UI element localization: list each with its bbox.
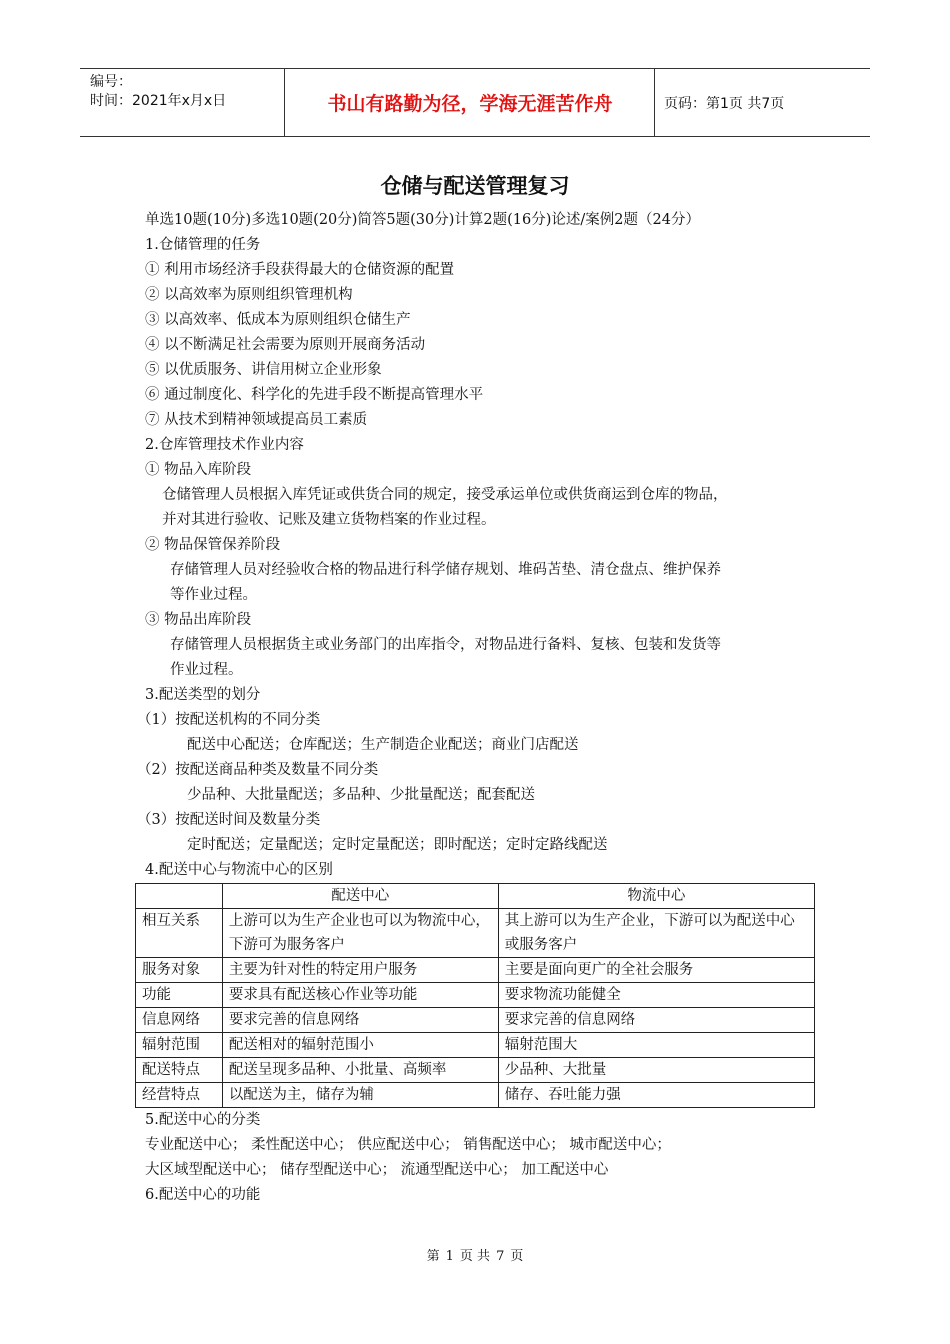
text-line: ② 以高效率为原则组织管理机构 [145, 287, 353, 303]
text-line: （1）按配送机构的不同分类 [137, 712, 321, 728]
table-cell-label: 相互关系 [136, 909, 223, 958]
text-line: 6.配送中心的功能 [145, 1187, 261, 1203]
table-cell-label: 服务对象 [136, 958, 223, 983]
text-line: ④ 以不断满足社会需要为原则开展商务活动 [145, 337, 426, 353]
text-line: 定时配送；定量配送；定时定量配送；即时配送；定时定路线配送 [187, 837, 608, 853]
text-line: 作业过程。 [170, 662, 243, 678]
footer-mid: 页 共 [459, 1249, 491, 1264]
table-cell-label: 信息网络 [136, 1008, 223, 1033]
text-line: 存储管理人员对经验收合格的物品进行科学储存规划、堆码苫垫、清仓盘点、维护保养 [170, 562, 721, 578]
table-row [136, 1083, 815, 1108]
text-line: （2）按配送商品种类及数量不同分类 [137, 762, 379, 778]
table-cell-dc: 要求完善的信息网络 [222, 1008, 498, 1033]
table-cell-lc: 储存、吞吐能力强 [498, 1083, 814, 1108]
text-line: ① 物品入库阶段 [145, 462, 252, 478]
text-line: 1.仓储管理的任务 [145, 237, 261, 253]
table-cell-label: 配送特点 [136, 1058, 223, 1083]
table-cell-lc: 要求物流功能健全 [498, 983, 814, 1008]
table-cell-dc: 配送相对的辐射范围小 [222, 1033, 498, 1058]
table-cell-lc: 辐射范围大 [498, 1033, 814, 1058]
page-footer [0, 1245, 950, 1264]
header-meta [90, 73, 226, 111]
table-cell-label: 辐射范围 [136, 1033, 223, 1058]
text-line: 大区域型配送中心； 储存型配送中心； 流通型配送中心； 加工配送中心 [145, 1162, 609, 1178]
document-body [137, 208, 825, 1208]
table-cell-label: 经营特点 [136, 1083, 223, 1108]
table-cell-dc: 主要为针对性的特定用户服务 [222, 958, 498, 983]
table-cell-lc: 少品种、大批量 [498, 1058, 814, 1083]
text-line: ⑤ 以优质服务、讲信用树立企业形象 [145, 362, 382, 378]
text-line: 存储管理人员根据货主或业务部门的出库指令，对物品进行备料、复核、包装和发货等 [170, 637, 721, 653]
table-row [136, 983, 815, 1008]
text-line: 单选10题(10分)多选10题(20分)简答5题(30分)计算2题(16分)论述/案例2题（24分） [145, 212, 700, 228]
number-label: 编号： [90, 74, 132, 90]
text-line: 并对其进行验收、记账及建立货物档案的作业过程。 [162, 512, 496, 528]
table-row [136, 909, 815, 958]
table-body [136, 909, 815, 1108]
table-row [136, 958, 815, 983]
page-title: 仓储与配送管理复习 [380, 174, 570, 198]
text-line: 仓储管理人员根据入库凭证或供货合同的规定，接受承运单位或供货商运到仓库的物品， [162, 487, 728, 503]
table-cell-dc: 配送呈现多品种、小批量、高频率 [222, 1058, 498, 1083]
text-line: ③ 以高效率、低成本为原则组织仓储生产 [145, 312, 411, 328]
text-line: （3）按配送时间及数量分类 [137, 812, 321, 828]
footer-page-num: 1 [445, 1249, 454, 1264]
text-line: 配送中心配送；仓库配送；生产制造企业配送；商业门店配送 [187, 737, 579, 753]
table-cell-dc: 以配送为主，储存为辅 [222, 1083, 498, 1108]
table-cell-lc: 主要是面向更广的全社会服务 [498, 958, 814, 983]
table-cell-label: 功能 [136, 983, 223, 1008]
table-row [136, 1008, 815, 1033]
table-header-cell: 配送中心 [222, 884, 498, 909]
text-line: 专业配送中心； 柔性配送中心； 供应配送中心； 销售配送中心； 城市配送中心； [145, 1137, 671, 1153]
text-lines [137, 208, 825, 883]
table-header-cell [136, 884, 223, 909]
text-line: ⑥ 通过制度化、科学化的先进手段不断提高管理水平 [145, 387, 484, 403]
text-line: ⑦ 从技术到精神领域提高员工素质 [145, 412, 368, 428]
text-line: 3.配送类型的划分 [145, 687, 261, 703]
table-cell-lc: 要求完善的信息网络 [498, 1008, 814, 1033]
text-line: ③ 物品出库阶段 [145, 612, 252, 628]
header-motto: 书山有路勤为径，学海无涯苦作舟 [327, 93, 613, 115]
comparison-table [135, 883, 815, 1108]
table-row [136, 1058, 815, 1083]
page-header [80, 68, 870, 137]
footer-suffix: 页 [510, 1249, 524, 1264]
table-cell-lc: 其上游可以为生产企业，下游可以为配送中心或服务客户 [498, 909, 814, 958]
text-line: ② 物品保管保养阶段 [145, 537, 281, 553]
table-cell-dc: 要求具有配送核心作业等功能 [222, 983, 498, 1008]
table-cell-dc: 上游可以为生产企业也可以为物流中心，下游可为服务客户 [222, 909, 498, 958]
table-header-cell: 物流中心 [498, 884, 814, 909]
time-label: 时间：2021年x月x日 [90, 93, 227, 109]
table-header-row [136, 884, 815, 909]
text-line: 4.配送中心与物流中心的区别 [145, 862, 333, 878]
table-row [136, 1033, 815, 1058]
text-line: 2.仓库管理技术作业内容 [145, 437, 304, 453]
footer-prefix: 第 [426, 1249, 440, 1264]
footer-total: 7 [496, 1249, 505, 1264]
text-lines-after [145, 1108, 825, 1208]
text-line: ① 利用市场经济手段获得最大的仓储资源的配置 [145, 262, 455, 278]
text-line: 5.配送中心的分类 [145, 1112, 261, 1128]
header-page-info: 页码：第1页 共7页 [664, 95, 785, 112]
text-line: 少品种、大批量配送；多品种、少批量配送；配套配送 [187, 787, 535, 803]
text-line: 等作业过程。 [170, 587, 257, 603]
